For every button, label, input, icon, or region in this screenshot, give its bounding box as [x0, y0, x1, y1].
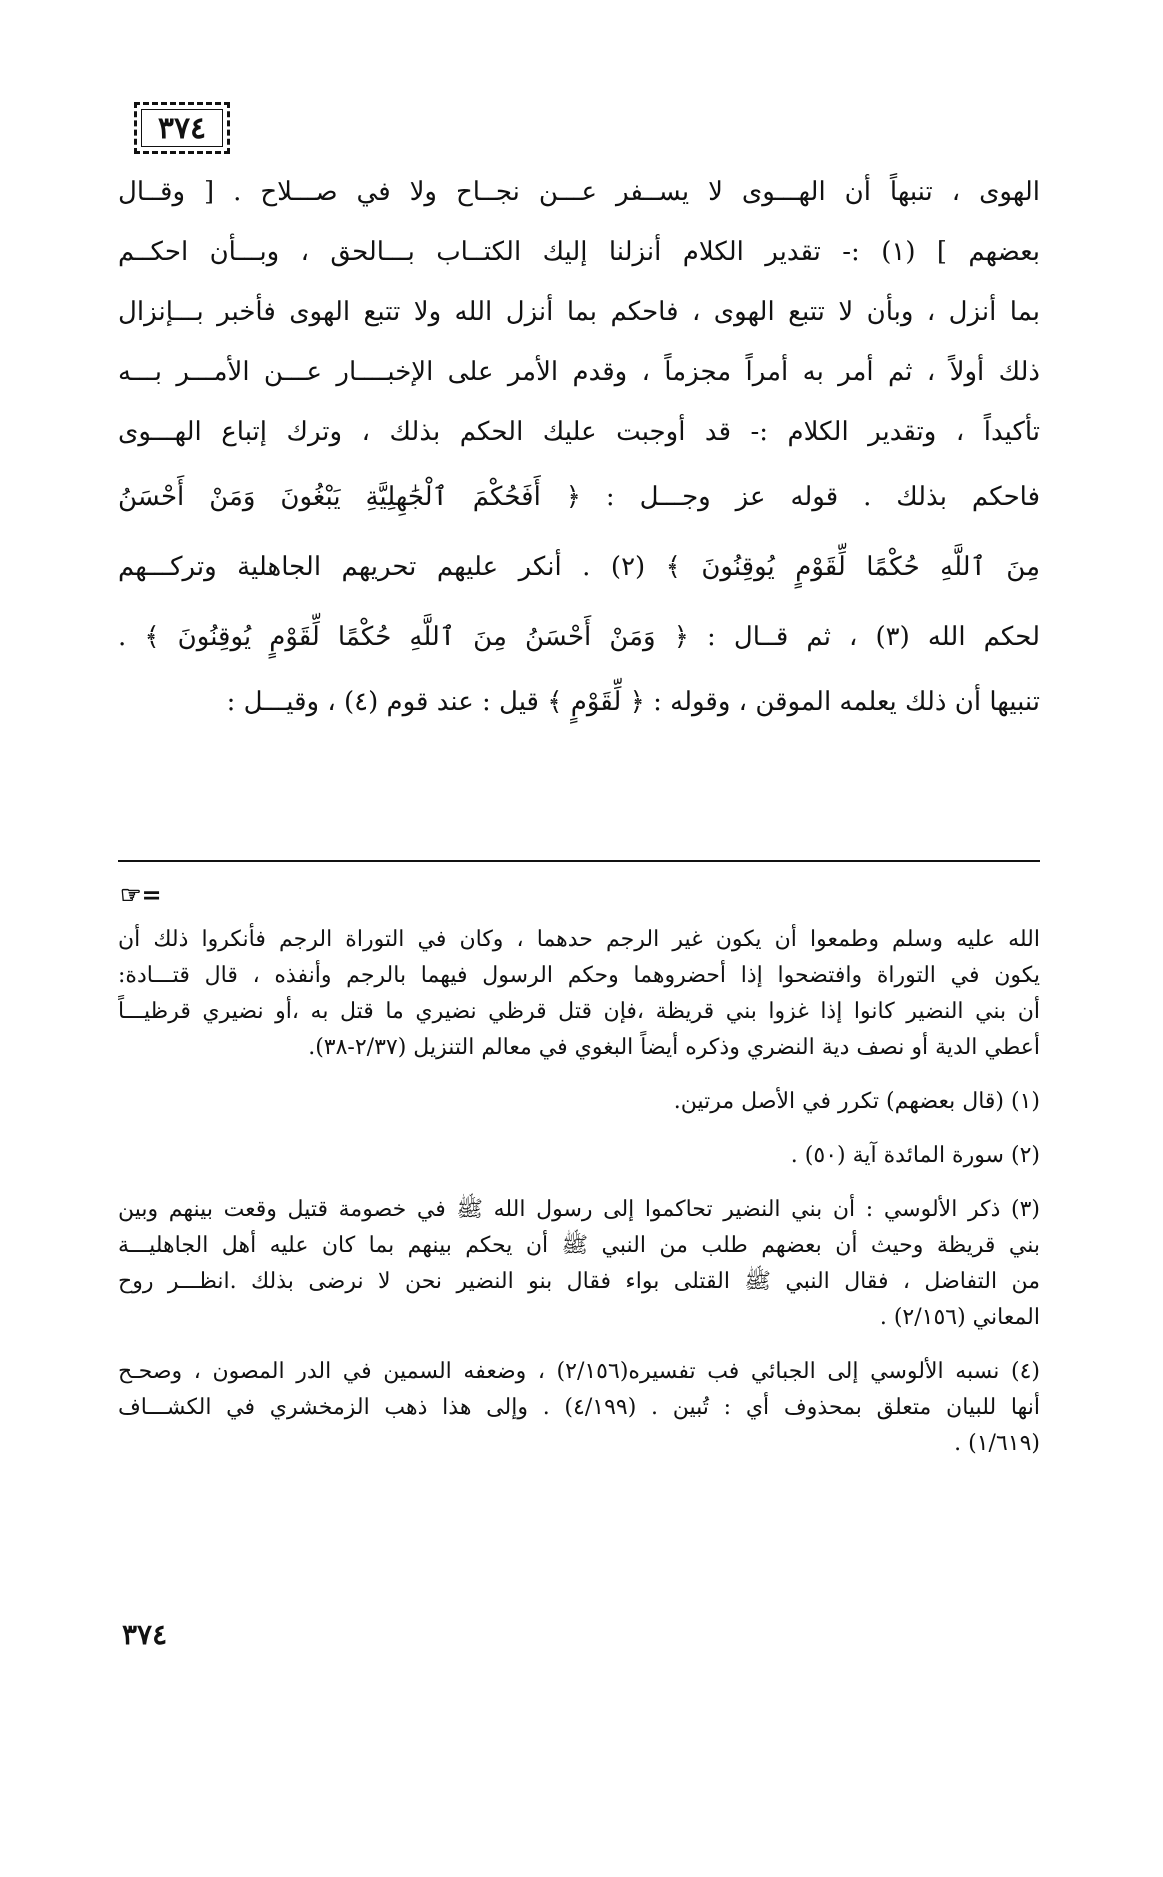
main-text: [118, 162, 1040, 732]
footnotes: [118, 922, 1040, 1462]
body-line-6: فاحكم بذلك . قوله عز وجـــل : ﴿ أَفَحُكْمَ ٱلْجَٰهِلِيَّةِ يَبْغُونَ وَمَنْ أَحْسَنُ: [118, 482, 1040, 512]
footnote-4-line-1: (٤) نسبه الألوسي إلى الجبائي فب تفسيره(٢/١٥٦) ، وضعفه السمين في الدر المصون ، وصحـح: [118, 1359, 1040, 1384]
footnote-separator: [118, 860, 1040, 862]
body-line-4: ذلك أولاً ، ثم أمر به أمراً مجزماً ، وقدم الأمر على الإخبــــار عـــن الأمـــر بـــه: [118, 357, 1040, 387]
body-line-2: بعضهم ] (١) :- تقدير الكلام أنزلنا إليك الكتــاب بـــالحق ، وبـــأن احكــم: [118, 237, 1040, 267]
footnote-cont-line-4: أعطي الدية أو نصف دية النضري وذكره أيضاً البغوي في معالم التنزيل (٢/٣٧-٣٨).: [308, 1035, 1040, 1060]
footnote-1: (١) (قال بعضهم) تكرر في الأصل مرتين.: [673, 1089, 1040, 1114]
footnote-4-line-2: أنها للبيان متعلق بمحذوف أي : تُبين . (٤/١٩٩) . وإلى هذا ذهب الزمخشري في الكشـــاف: [118, 1395, 1040, 1420]
body-line-7: مِنَ ٱللَّهِ حُكْمًا لِّقَوْمٍ يُوقِنُونَ ﴾ (٢) . أنكر عليهم تحريهم الجاهلية وتركـــهم: [118, 552, 1040, 582]
footnote-2: (٢) سورة المائدة آية (٥٠) .: [790, 1143, 1040, 1168]
continuation-arrow-icon: ☞: [120, 880, 142, 909]
footnote-3-line-2: بني قريظة وحيث أن بعضهم طلب من النبي ﷺ أن يحكم بينهم بما كان عليه أهل الجاهليـــة: [118, 1233, 1040, 1258]
page-number-box: [134, 102, 230, 154]
footnote-cont-line-3: أن بني النضير كانوا إذا غزوا بني قريظة ،فإن قتل قرظي نضيري ما قتل به ،أو نضيري قرظيـــاً: [118, 999, 1040, 1024]
page-number-bottom: ٣٧٤: [122, 1618, 168, 1651]
body-line-9: تنبيها أن ذلك يعلمه الموقن ، وقوله : ﴿ لِّقَوْمٍ ﴾ قيل : عند قوم (٤) ، وقيـــل :: [226, 687, 1040, 717]
page-number-top: ٣٧٤: [157, 110, 207, 146]
footnote-3-line-3: من التفاضل ، فقال النبي ﷺ القتلى بواء فقال بنو النضير نحن لا نرضى بذلك .انظـــر روح: [118, 1269, 1040, 1294]
footnote-cont-line-2: يكون في التوراة وافتضحوا إذا أحضروهما وحكم الرسول فيهما بالرجم وأنفذه ، قال قتـــادة:: [118, 963, 1040, 988]
footnote-3-line-4: المعاني (٢/١٥٦) .: [879, 1305, 1040, 1330]
body-line-8: لحكم الله (٣) ، ثم قــال : ﴿ وَمَنْ أَحْسَنُ مِنَ ٱللَّهِ حُكْمًا لِّقَوْمٍ يُوقِنُونَ ﴾ .: [118, 622, 1040, 652]
body-line-5: تأكيداً ، وتقدير الكلام :- قد أوجبت عليك الحكم بذلك ، وترك إتباع الهـــوى: [118, 417, 1040, 447]
body-line-1: الهوى ، تنبهاً أن الهـــوى لا يســفر عـــن نجــاح ولا في صـــلاح . [ وقــال: [118, 177, 1040, 207]
body-line-3: بما أنزل ، وبأن لا تتبع الهوى ، فاحكم بما أنزل الله ولا تتبع الهوى فأخبر بـــإنزال: [118, 297, 1040, 327]
footnote-4-line-3: (١/٦١٩) .: [954, 1431, 1040, 1456]
footnote-cont-line-1: الله عليه وسلم وطمعوا أن يكون غير الرجم حدهما ، وكان في التوراة الرجم فأنكروا ذلك أن: [118, 927, 1040, 952]
footnote-continuation-mark: ☞=: [120, 880, 162, 909]
footnote-3-line-1: (٣) ذكر الألوسي : أن بني النضير تحاكموا إلى رسول الله ﷺ في خصومة قتيل وقعت بينهم وبين: [118, 1197, 1040, 1222]
